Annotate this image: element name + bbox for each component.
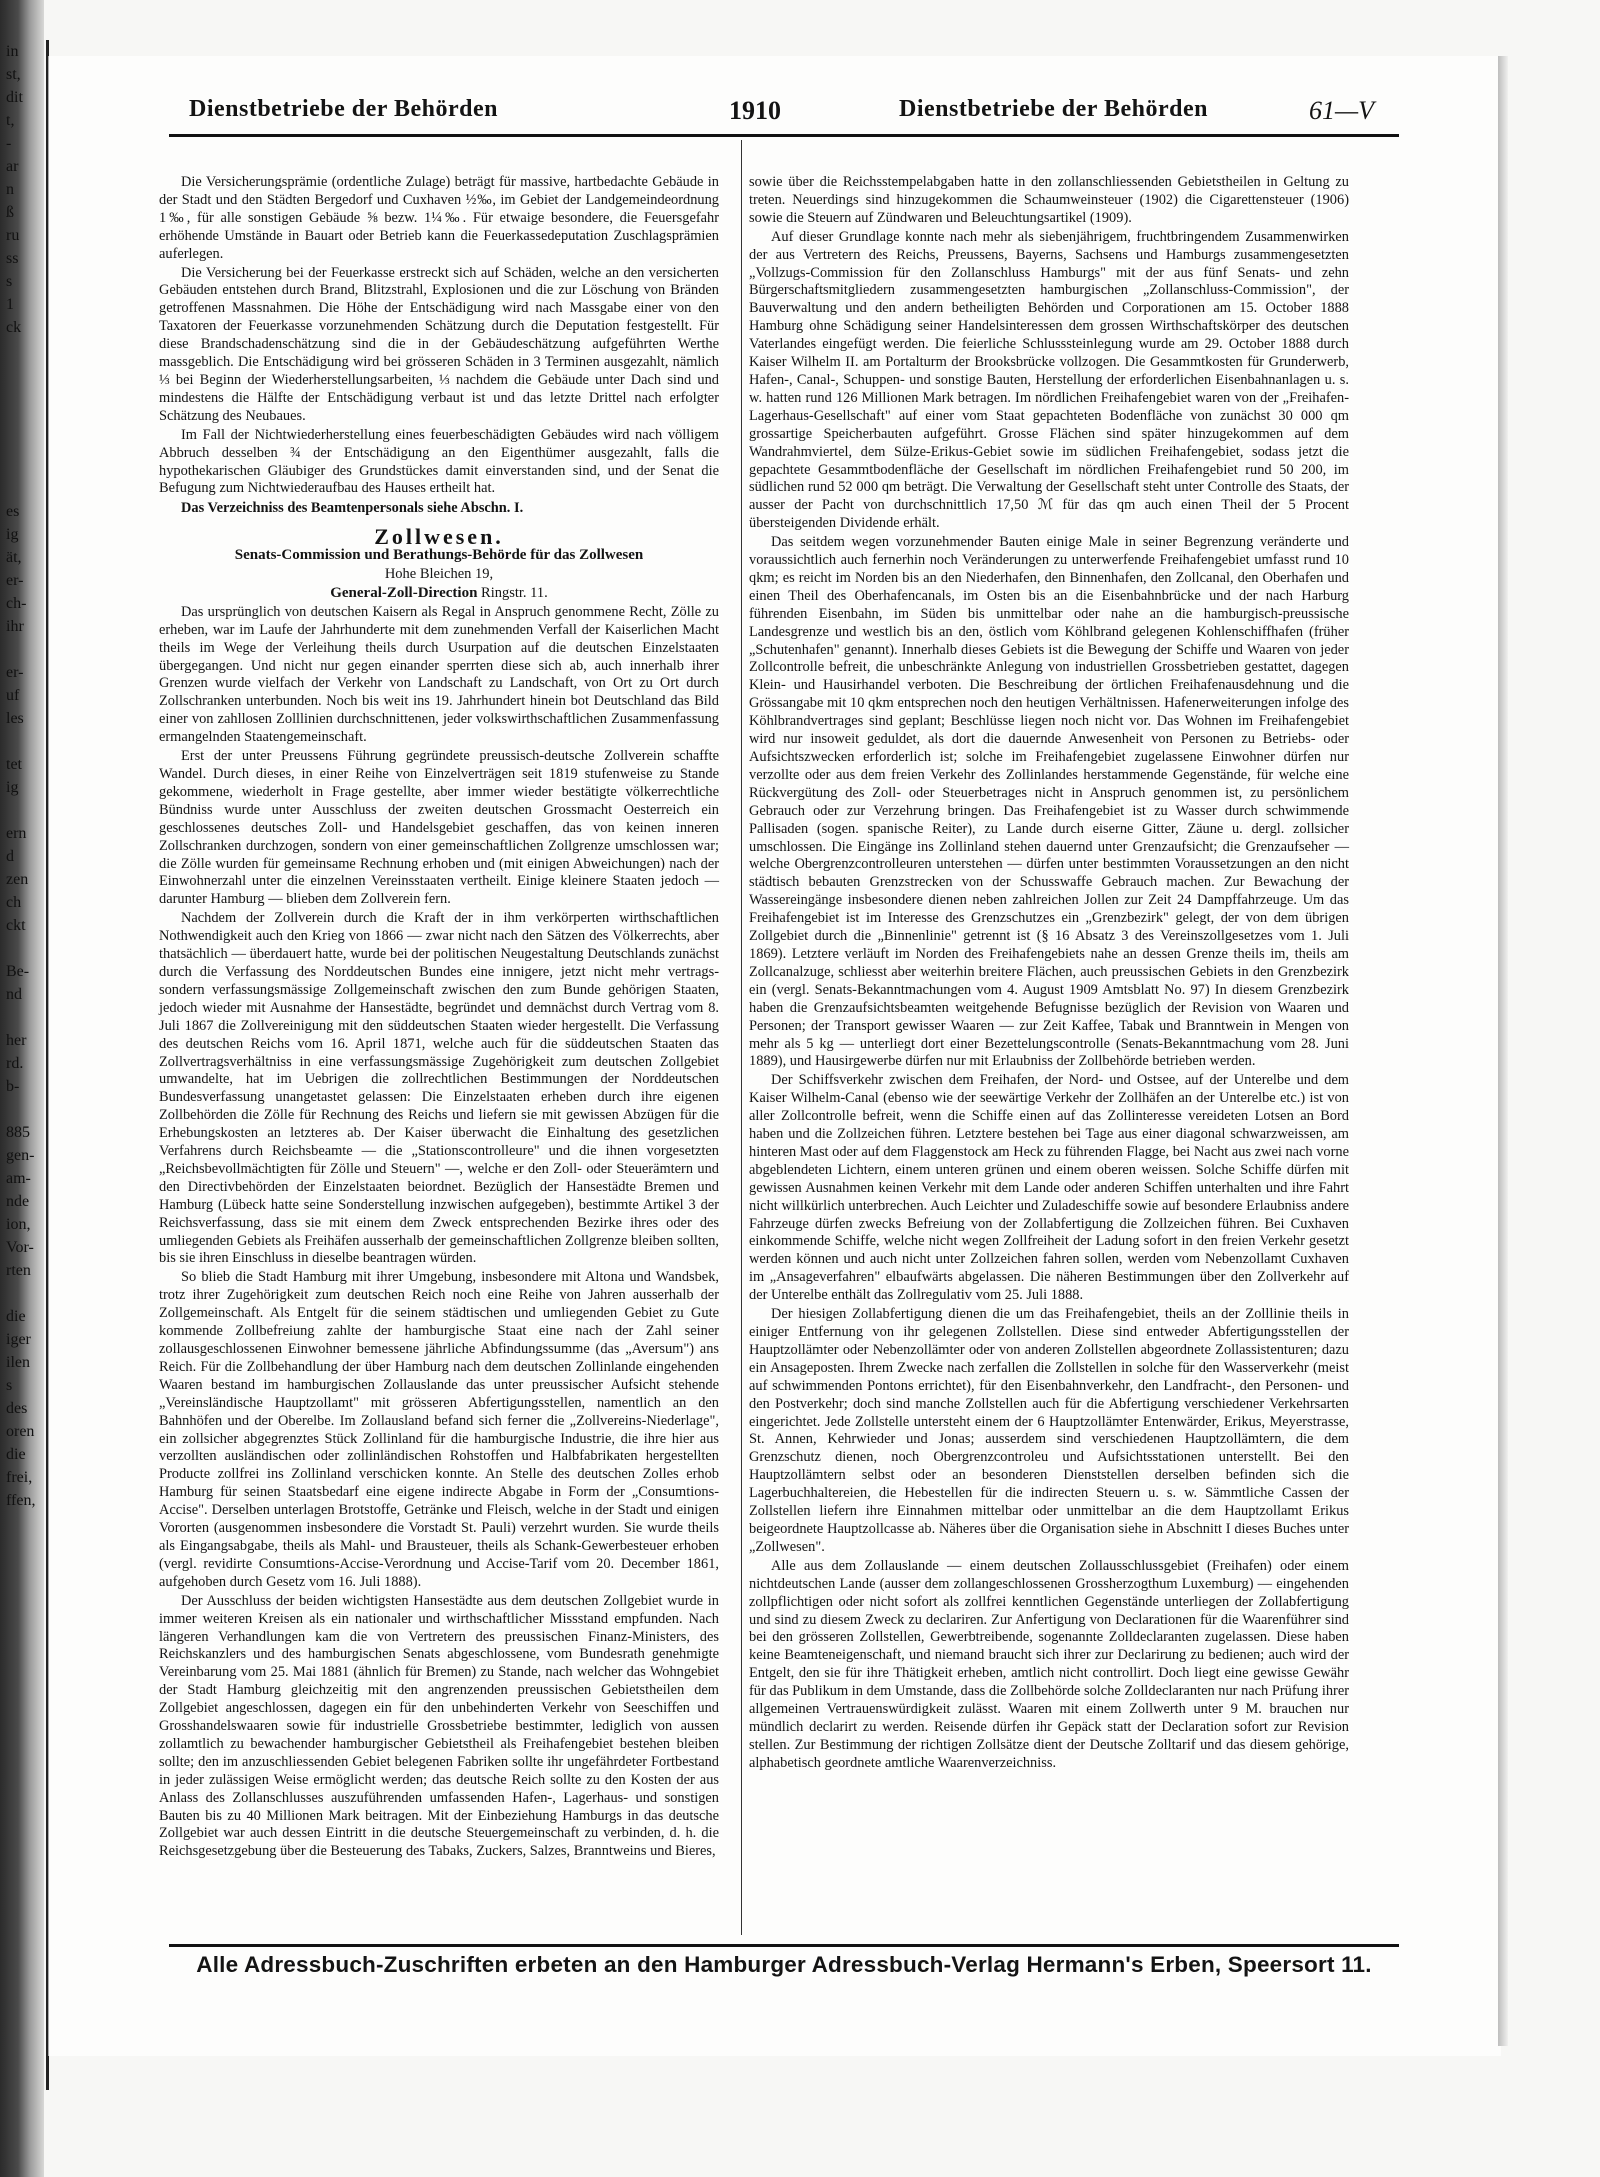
margin-fragment: ch — [6, 894, 22, 911]
body-paragraph: So blieb die Stadt Hamburg mit ihrer Umgebung, insbesondere mit Altona und Wandsbek, trotz ihrer Zugehörigkeit zum deutschen Reich noch eine Reihe von Jahren ausserhalb der Zollgemeinschaft. Als Entgelt für die seinem städtischen und umliegenden Gebiet zu Gute kommende Zollbefreiung zahlte der hamburgische Staat eine nach der Zahl seiner zollausgeschlossenen Einwohner bemessene jährliche Abfindungssumme (das „Aversum") ans Reich. Für die Zollbehandlung der über Hamburg nach dem deutschen Zollinlande eingehenden Waaren bestand im hamburgischen Zollauslande das unter preussischer Aufsicht stehende „Vereinsländische Hauptzollamt" mit grösseren Abfertigungsstellen, namentlich an den Bahnhöfen und der Oberelbe. Im Zollausland befand sich ferner die „Zollvereins-Niederlage", ein zollsicher abgegrenztes Stück Zollinland für die hamburgische Industrie, die ihre hier aus verzollten ausländischen oder zollinländischen Rohstoffen und Halbfabrikaten hergestellten Producte zollfrei ins Zollinland verschicken konnte. An Stelle des deutschen Zolles erhob Hamburg für seinen Staatsbedarf eine eigene indirecte Abgabe in Form der „Consumtions-Accise". Derselben unterlagen Brotstoffe, Getränke und Fleisch, welche in der Stadt und einigen Vororten (ausgenommen insbesondere die Vorstadt St. Pauli) verzehrt wurden. Sie wurde theils als Eingangsabgabe, theils als Mahl- und Brausteuer, theils als Schank-Gewerbesteuer erhoben (vergl. revidirte Consumtions-Accise-Verordnung und Accise-Tarif vom 20. December 1861, aufgehoben durch Gesetz vom 16. Juli 1888). — [159, 1269, 719, 1590]
margin-fragment: er- — [6, 664, 24, 681]
margin-fragment: es — [6, 503, 20, 520]
margin-fragment: tet — [6, 756, 22, 773]
margin-fragment — [6, 362, 46, 385]
direction-address: Ringstr. 11. — [481, 584, 548, 601]
header-right-title: Dienstbetriebe der Behörden — [899, 96, 1209, 122]
staff-reference: Das Verzeichniss des Beamtenpersonals siehe Abschn. I. — [181, 500, 524, 517]
margin-fragment — [6, 431, 46, 454]
page-number: 61—V — [1309, 96, 1374, 125]
margin-fragment: am- — [6, 1170, 31, 1187]
margin-fragment: ru — [6, 227, 20, 244]
margin-fragment: frei, — [6, 1469, 33, 1486]
column-divider — [741, 140, 742, 1935]
section-direction — [159, 585, 719, 603]
margin-fragment: uf — [6, 687, 20, 704]
section-title: Zollwesen. — [374, 524, 504, 550]
margin-fragment: s — [6, 273, 13, 290]
margin-fragment — [6, 339, 46, 362]
margin-fragment: n — [6, 181, 14, 198]
left-column — [159, 174, 719, 1861]
margin-fragment: nd — [6, 986, 22, 1003]
insurance-paragraph-2: Die Versicherung bei der Feuerkasse erstreckt sich auf Schäden, welche an den versicherten Gebäuden entstehen durch Brand, Blitzstrahl, Explosionen und die zur Löschung von Bränden getroffenen Massnahmen. Die Höhe der Entschädigung wird nach Massgabe einer von den Taxatoren der Feuerkasse vorzunehmenden Schätzung durch die Deputation festgestellt. Für diese Brandschadenschätzung sind die in der Gebäudeschätzung aufgeführten Werthe massgeblich. Die Entschädigung wird bei grösseren Schäden in 3 Terminen ausgezahlt, nämlich ⅓ bei Beginn der Wiederherstellungsarbeiten, ⅓ nachdem die Gebäude unter Dach sind und mindestens die Hälfte der Entschädigung verbaut ist und das letzte Drittel nach erfolgter Schätzung des Neubaues. — [159, 264, 719, 424]
margin-fragment: ihr — [6, 618, 24, 635]
body-paragraph: Das seitdem wegen vorzunehmender Bauten einige Male in seiner Begrenzung veränderte und voraussichtlich auch fernerhin noch Veränderungen zu unterwerfende Freihafengebiet umfasst rund 10 qkm; es reicht im Norden bis an den Niederhafen, den Binnenhafen, den Zollcanal, den Oberhafen und einen Theil des Oberhafencanals, im Osten bis an die Eisenbahnbrücke und der nach Harburg führenden Eisenbahn, im Süden bis unmittelbar oder nahe an die hamburgisch-preussische Landesgrenze und westlich bis an den, östlich vom Köhlbrand gelegenen Kohlenschiffhafen (früher „Schutenhafen" genannt). Innerhalb dieses Gebiets ist die Bewegung der Schiffe und Waaren von jeder Zollcontrolle befreit, die unbeschränkte Anlegung von industriellen Grossbetrieben gestattet, dagegen Klein- und Hausirhandel verboten. Die Beschreibung der örtlichen Freihafenausdehnung und die Grössangabe mit 10 qkm entsprechen noch den heutigen Verhältnissen. Hafenerweiterungen infolge des Köhlbrandvertrages sind geplant; Beschlüsse liegen noch nicht vor. Das Wohnen im Freihafengebiet wird nur insoweit geduldet, als dort die dauernde Anwesenheit von Personen zu Betriebs- oder Aufsichtszwecken erforderlich ist; solche im Freihafengebiet zugelassene Einwohner dürfen nur verzollte oder aus dem freien Verkehr des Zollinlandes herstammende Gegenstände, für welche eine Rückvergütung des Zoll- oder Steuerbetrages nicht in Anspruch genommen ist, zu persönlichem Gebrauch oder zur Verzehrung bringen. Das Freihafengebiet ist zu Wasser durch schwimmende Pallisaden (sogen. spanische Reiter), zu Lande durch eiserne Gitter, Zäune u. dergl. zollsicher umschlossen. Die Eingänge ins Zollinland stehen dauernd unter Grenzaufsicht; die Grenzaufseher — welche Obergrenzcontrolleuren unterstehen — dürfen unter bestimmten Voraussetzungen an den nicht städtisch bebauten Grenzstrecken von der Schusswaffe Gebrauch machen. Zur Bewachung der Wassereingänge insbesondere dienen neben zahlreichen Jollen zur Zeit 24 Dampffahrzeuge. Um das Freihafengebiet ist im Interesse des Grenzschutzes ein „Grenzbezirk" gelegt, der von dem übrigen Zollgebiet durch die „Binnenlinie" getrennt ist (§ 16 Absatz 3 des Vereinszollgesetzes vom 1. Juli 1869). Letztere verläuft im Norden des Freihafengebiets nahe an dessen Grenze theils im, theils am Zollcanalzuge, schliesst aber weiterhin breitere Flächen, auch preussischen Gebiets in den Grenzbezirk ein (vergl. Senats-Bekanntmachungen vom 4. August 1909 Amtsblatt No. 97) In diesem Grenzbezirk haben die Grenzaufsichtsbeamten weitgehende Befugnisse bezüglich der Revision von Waaren und Personen; der Transport gewisser Waaren — zur Zeit Kaffee, Tabak und Branntwein in Mengen von mehr als 5 kg — unterliegt dort einer Bezettelungscontrolle (Senats-Bekanntmachung vom 28. Juni 1889), und Hausirgewerbe dürfen nur mit Erlaubniss der Zollbehörde betrieben werden. — [749, 534, 1349, 1070]
margin-fragment: rd. — [6, 1055, 24, 1072]
margin-fragment: ion, — [6, 1216, 31, 1233]
margin-fragment: s — [6, 1377, 13, 1394]
margin-fragment: - — [6, 135, 16, 152]
margin-fragment: nde — [6, 1193, 30, 1210]
margin-fragment: ss — [6, 250, 19, 267]
margin-fragment — [6, 937, 46, 960]
header-left-title: Dienstbetriebe der Behörden — [189, 96, 499, 122]
margin-fragment: ck — [6, 319, 22, 336]
margin-fragment — [6, 385, 46, 408]
body-paragraph: Der hiesigen Zollabfertigung dienen die um das Freihafengebiet, theils an der Zolllinie theils in einiger Entfernung von ihr gelegenen Zollstellen. Diese sind entweder Abfertigungsstellen der Hauptzollämter oder Nebenzollämter oder von anderen Zollstellen abgeordnete Zollassistenturen; dazu ein Ansageposten. Ihrem Zwecke nach zerfallen die Zollstellen in solche für den Wasserverkehr (meist auf schwimmenden Pontons errichtet), für den Eisenbahnverkehr, den Landfracht-, den Personen- und den Postverkehr; doch sind manche Zollstellen auch für die Abfertigung verschiedener Verkehrsarten eingerichtet. Jede Zollstelle untersteht einem der 6 Hauptzollämter Entenwärder, Erikus, Meyerstrasse, St. Annen, Kehrwieder und Jonas; ausserdem sind verschiedenen Hauptzollämtern, die dem Grenzschutz dienen, noch Obergrenzcontroleu und Aufsichtsstationen unterstellt. Bei den Hauptzollämtern selbst oder an besonderen Dienststellen derselben befinden sich die Lagerbuchhaltereien, die Hebestellen für die indirecten Steuern u. s. w. Sämmtliche Cassen der Zollstellen liefern ihre Einnahmen mittelbar oder unmittelbar an die dem Hauptzollamt Erikus beigeordnete Hauptzollcasse ab. Näheres über die Organisation siehe in Abschnitt I dieses Buches unter „Zollwesen". — [749, 1306, 1349, 1555]
margin-fragment: die — [6, 1446, 26, 1463]
margin-fragment: ern — [6, 825, 27, 842]
margin-fragment: dit — [6, 89, 23, 106]
page — [48, 56, 1501, 2056]
header-year: 1910 — [729, 96, 781, 125]
margin-fragment: ig — [6, 779, 19, 796]
margin-fragment: ig — [6, 526, 19, 543]
margin-fragment — [6, 638, 46, 661]
margin-fragment: b- — [6, 1078, 20, 1095]
header-rule — [169, 134, 1399, 137]
margin-fragment — [6, 1098, 46, 1121]
margin-fragment: oren — [6, 1423, 35, 1440]
margin-fragment: ffen, — [6, 1492, 36, 1509]
right-column — [749, 174, 1349, 1773]
margin-fragment — [6, 454, 46, 477]
margin-fragment — [6, 730, 46, 753]
section-subtitle: Senats-Commission und Berathungs-Behörde für das Zollwesen — [234, 547, 644, 564]
margin-fragment: Be- — [6, 963, 30, 980]
margin-fragment: rten — [6, 1262, 31, 1279]
margin-fragment — [6, 408, 46, 431]
margin-fragment: t, — [6, 112, 15, 129]
margin-fragment — [6, 799, 46, 822]
insurance-paragraph-1: Die Versicherungsprämie (ordentliche Zulage) beträgt für massive, hartbedachte Gebäude in der Stadt und den Städten Bergedorf und Cuxhaven ½‰, im Gebiet der Landgemeindeordnung 1‰, für alle sonstigen Gebäude ⅝ bezw. 1¼‰. Für etwaige besondere, die Feuersgefahr erhöhende Umstände in Bauart oder Betrieb kann die Feuerkassedeputation Zuschlagsprämien auferlegen. — [159, 174, 719, 262]
margin-fragment: 885 — [6, 1124, 30, 1141]
body-paragraph: Nachdem der Zollverein durch die Kraft der in ihm verkörperten wirthschaftlichen Nothwendigkeit auch den Krieg von 1866 — zwar nicht nach den Sätzen des Völkerrechts, aber thatsächlich — überdauert hatte, wurde bei der politischen Neugestaltung Deutschlands zunächst durch die Verfassung des Norddeutschen Bundes eine innigere, jetzt nicht mehr vertrags- sondern verfassungsmässige Zollgemeinschaft zwischen den zum Bunde gehörigen Staaten, jedoch wieder mit Ausnahme der Hansestädte, begründet und demnächst durch Vertrag vom 8. Juli 1867 die Zollvereinigung mit den süddeutschen Staaten wieder hergestellt. Die Verfassung des deutschen Reichs vom 16. April 1871, welche auch für die süddeutschen Staaten das Zollvertragsverhältniss in eine verfassungsmässige Zugehörigkeit zum deutschen Zollgebiet umwandelte, hat im Uebrigen die zollrechtlichen Bestimmungen der Norddeutschen Bundesverfassung unangetastet gelassen: Die Einzelstaaten erheben durch ihre eigenen Zollbehörden die Zölle für Rechnung des Reichs und liefern sie mit gewissen Abzügen für die Erhebungskosten an letzteres ab. Der Kaiser überwacht die Einhaltung des gesetzlichen Verfahrens durch Reichsbeamte — die „Stationscontrolleure" und die ihnen vorgesetzten „Reichsbevollmächtigten für Zölle und Steuern" —, welche er den Zoll- oder Steuerämtern und den Directivbehörden der Einzelstaaten beiordnet. Bezüglich der Hansestädte Bremen und Hamburg (Lübeck hatte seine Sonderstellung inzwischen aufgegeben), bestimmte Artikel 3 der Reichsverfassung, dass sie mit einem dem Zweck entsprechenden Bezirke ihres oder des umliegenden Gebiets als Freihäfen ausserhalb der gemeinschaftlichen Zollgrenze bleiben sollten, bis sie ihren Einschluss in dieselbe beantragen würden. — [159, 910, 719, 1267]
page-edge-shadow — [1498, 56, 1508, 2046]
body-paragraph: Der Schiffsverkehr zwischen dem Freihafen, der Nord- und Ostsee, auf der Unterelbe und dem Kaiser Wilhelm-Canal (ebenso wie der seewärtige Verkehr der Zollhäfen an der Unterelbe etc.) ist von aller Zollcontrolle befreit, wenn die Schiffe einen auf das Zollinteresse vereideten Lotsen an Bord haben und die Zollzeichen führen. Letztere bestehen bei Tage aus einer diagonal schwarzweissen, am hinteren Mast oder auf dem Flaggenstock am Heck zu führenden Flagge, bei Nacht aus zwei nach vorne abgeblendeten Lichtern, einem unteren grünen und einem oberen weissen. Solche Schiffe dürfen mit gewissen Ausnahmen keinen Verkehr mit dem Lande oder anderen Schiffen unterhalten und ihre Fahrt nicht willkürlich unterbrechen. Auch Leichter und Zuladeschiffe sowie auf besondere Erlaubniss andere Fahrzeuge dürfen zwecks Befreiung von der Zollabfertigung die Zollzeichen führen. Bei Cuxhaven einkommende Schiffe, welche nicht wegen Zollfreiheit der Ladung sofort in den freien Verkehr gesetzt werden können und auch nicht unter Zollzeichen fahren sollen, werden vom Nebenzollamt Cuxhaven im „Ansageverfahren" elbaufwärts abgelassen. Die näheren Bestimmungen über den Zollverkehr auf der Unterelbe enthält das Zollregulativ vom 25. Juli 1888. — [749, 1072, 1349, 1304]
margin-fragment: zen — [6, 871, 29, 888]
body-paragraph: Alle aus dem Zollauslande — einem deutschen Zollausschlussgebiet (Freihafen) oder einem nichtdeutschen Lande (ausser dem zollangeschlossenen Grossherzogthum Luxemburg) — eingehenden zollpflichtigen oder nicht sofort als zollfrei kenntlichen Gegenstände unterliegen der Zollabfertigung und sind zu diesem Zweck zu declariren. Zur Anfertigung von Declarationen für die Waarenführer sind bei den grösseren Zollstellen, Gewerbtreibende, sogenannte Zolldeclaranten zugelassen. Diese haben keine Beamteneigenschaft, und niemand braucht sich ihrer zur Declarirung zu bedienen; auch wird der Entgelt, den sie für ihre Thätigkeit erheben, amtlich nicht controllirt. Doch liegt eine gewisse Gewähr für das Publikum in dem Umstande, dass die Zollbehörde solche Zolldeclaranten nur nach Prüfung ihrer allgemeinen Vertrauenswürdigkeit zulässt. Waaren mit einem Zollwerth unter 9 M. brauchen nur mündlich declarirt zu werden. Reisende dürfen ihr Gepäck statt der Declaration sofort zur Revision stellen. Zur Bestimmung der richtigen Zollsätze dient der Deutsche Zolltarif und das diesem gehörige, alphabetisch geordnete amtliche Waarenverzeichniss. — [749, 1557, 1349, 1771]
margin-fragment: her — [6, 1032, 27, 1049]
margin-fragment: iger — [6, 1331, 31, 1348]
publisher-footer: Alle Adressbuch-Zuschriften erbeten an den Hamburger Adressbuch-Verlag Hermann's Erben, Speersort 11. — [196, 1952, 1372, 1977]
margin-fragment: in — [6, 43, 19, 60]
margin-fragment: die — [6, 1308, 26, 1325]
margin-fragment: les — [6, 710, 24, 727]
margin-fragment: 1 — [6, 296, 14, 313]
margin-fragment: ß — [6, 204, 14, 221]
margin-fragment: Vor- — [6, 1239, 34, 1256]
direction-name: General-Zoll-Direction — [330, 584, 478, 601]
body-paragraph: Das ursprünglich von deutschen Kaisern als Regal in Anspruch genommene Recht, Zölle zu erheben, war im Laufe der Jahrhunderte mit dem zunehmenden Verfall der Kaiserlichen Macht theils im Wege der Verleihung theils durch Usurpation auf die deutschen Einzelstaaten übergegangen. Und nicht nur gegen einander sperrten diese sich ab, auch innerhalb ihrer Grenzen wurde vielfach der Verkehr von Landschaft zu Landschaft, von Ort zu Ort durch Zollschranken unterbunden. Noch bis weit ins 19. Jahrhundert hinein bot Deutschland das Bild einer von zahllosen Zolllinien durchschnittenen, jeder volkswirthschaftlichen Zusammenfassung ermangelnden Staatengemeinschaft. — [159, 603, 719, 746]
previous-page-edge — [6, 40, 49, 2090]
body-paragraph: Auf dieser Grundlage konnte nach mehr als siebenjährigem, fruchtbringendem Zusammenwirken der aus Vertretern des Reichs, Preussens, Bayerns, Sachsens und Hamburgs zusammengesetzten „Vollzugs-Commission für den Zollanschluss Hamburgs" mit der aus fünf Senats- und zehn Bürgerschaftsmitgliedern zusammengesetzten hamburgischen „Zollanschluss-Commission", der Bauverwaltung und den andern betheiligten Behörden und Corporationen am 15. October 1888 Hamburg ohne Schädigung seiner Handelsinteressen dem grossen Wirthschaftskörper des deutschen Vaterlandes eingefügt werden. Die feierliche Schlusssteinlegung wurde am 29. October 1888 durch Kaiser Wilhelm II. am Portalturm der Brooksbrücke vollzogen. Die Gesammtkosten für Grunderwerb, Hafen-, Canal-, Schuppen- und sonstige Bauten, Herstellung der erforderlichen Eisenbahnanlagen u. s. w. hatten rund 126 Millionen Mark betragen. Im nördlichen Freihafengebiet waren von der „Freihafen-Lagerhaus-Gesellschaft" auf einer vom Staat gepachteten Bodenfläche von zunächst 30 000 qm grossartige Speicherbauten aufgeführt. Grosse Flächen sind später hinzugekommen auf dem Wandrahmviertel, dem Sülze-Erikus-Gebiet sowie im südlichen Freihafengebiet, sodass jetzt die gepachtete Gesammtbodenfläche der Gesellschaft im nördlichen Freihafengebiet rund 50 200, im südlichen rund 52 000 qm beträgt. Die Verwaltung der Gesellschaft steht unter Controlle des Staats, der ausser der Pacht von durchschnittlich 17,50 ℳ für das qm auch einen Theil der 5 Procent übersteigenden Dividende erhält. — [749, 228, 1349, 532]
margin-fragment: er- — [6, 572, 24, 589]
margin-fragment: gen- — [6, 1147, 35, 1164]
section-address: Hohe Bleichen 19, — [384, 566, 494, 583]
body-paragraph: sowie über die Reichsstempelabgaben hatte in den zollanschliessenden Gebietstheilen in Geltung zu treten. Neuerdings sind hinzugekommen die Schaumweinsteuer (1902) die Cigarettensteuer (1906) sowie die Steuern auf Zündwaren und Beleuchtungsartikel (1909). — [749, 174, 1349, 226]
margin-fragment: ilen — [6, 1354, 30, 1371]
body-paragraph: Der Ausschluss der beiden wichtigsten Hansestädte aus dem deutschen Zollgebiet wurde in immer weiteren Kreisen als ein nationaler und wirthschaftlicher Missstand empfunden. Nach längeren Verhandlungen kam die von Vertretern des preussischen Finanz-Ministers, des Reichskanzlers und des hamburgischen Senats abgeschlossene, vom Bundesrath genehmigte Vereinbarung vom 25. Mai 1881 (ähnlich für Bremen) zu Stande, nach welcher das Wohngebiet der Stadt Hamburg gleichzeitig mit den angrenzenden preussischen Gebietstheilen dem Zollgebiet angeschlossen, dagegen ein für den unbehinderten Verkehr von Seeschiffen und Grosshandelswaaren sowie für industrielle Grossbetriebe bestimmter, lediglich von aussen zollamtlich zu bewachender hamburgischer Gebietstheil als Freihafengebiet bestehen bleiben sollte; den im anzuschliessenden Gebiet belegenen Fabriken sollte ihr ungefährdeter Fortbestand in jeder zulässigen Weise ermöglicht werden; das deutsche Reich sollte zu den Kosten der aus Anlass des Zollanschlusses auszuführenden umfassenden Hafen-, Lagerhaus- und sonstigen Bauten bis zu 40 Millionen Mark beitragen. Mit der Einbeziehung Hamburgs in das deutsche Zollgebiet war auch dessen Eintritt in die deutsche Steuergemeinschaft zu verbinden, d. h. die Reichsgesetzgebung über die Besteuerung des Tabaks, Zuckers, Salzes, Branntweins und Bieres, — [159, 1592, 719, 1860]
margin-fragment: ckt — [6, 917, 26, 934]
footer-rule — [169, 1944, 1399, 1947]
margin-fragment — [6, 1006, 46, 1029]
margin-fragment: des — [6, 1400, 28, 1417]
margin-fragment — [6, 1282, 46, 1305]
body-paragraph: Erst der unter Preussens Führung gegründete preussisch-deutsche Zollverein schaffte Wandel. Durch dieses, in einer Reihe von Einzelverträgen seit 1819 stufenweise zu Stande gekommene, wiederholt in Frage gestellte, aber immer wieder bestätigte völkerrechtliche Bündniss wurde unter Ausschluss der zweiten deutschen Grossmacht Oesterreich ein geschlossenes deutsches Zoll- und Handelsgebiet geschaffen, das von keinen inneren Zollschranken durchzogen, sondern von einer gemeinschaftlichen Zollgrenze umschlossen war; die Zölle wurden für gemeinsame Rechnung erhoben und (mit einigen Abweichungen) nach der Einwohnerzahl unter die einzelnen Vereinsstaaten vertheilt. Einige kleinere Staaten jedoch — darunter Hamburg — blieben dem Zollverein fern. — [159, 748, 719, 908]
margin-fragment: ät, — [6, 549, 22, 566]
running-header — [79, 96, 1479, 130]
insurance-paragraph-3: Im Fall der Nichtwiederherstellung eines feuerbeschädigten Gebäudes wird nach völligem Abbruch desselben ¾ der Entschädigung an den Eigenthümer ausgezahlt, falls die hypothekarischen Gläubiger des Grundstückes damit einverstanden sind, und der Senat die Befugung zum Nichtwiederaufbau des Hauses ertheilt hat. — [159, 426, 719, 497]
margin-fragment: st, — [6, 66, 21, 83]
margin-fragment: ch- — [6, 595, 27, 612]
margin-fragment: d — [6, 848, 14, 865]
margin-fragment — [6, 477, 46, 500]
margin-fragment: ar — [6, 158, 19, 175]
